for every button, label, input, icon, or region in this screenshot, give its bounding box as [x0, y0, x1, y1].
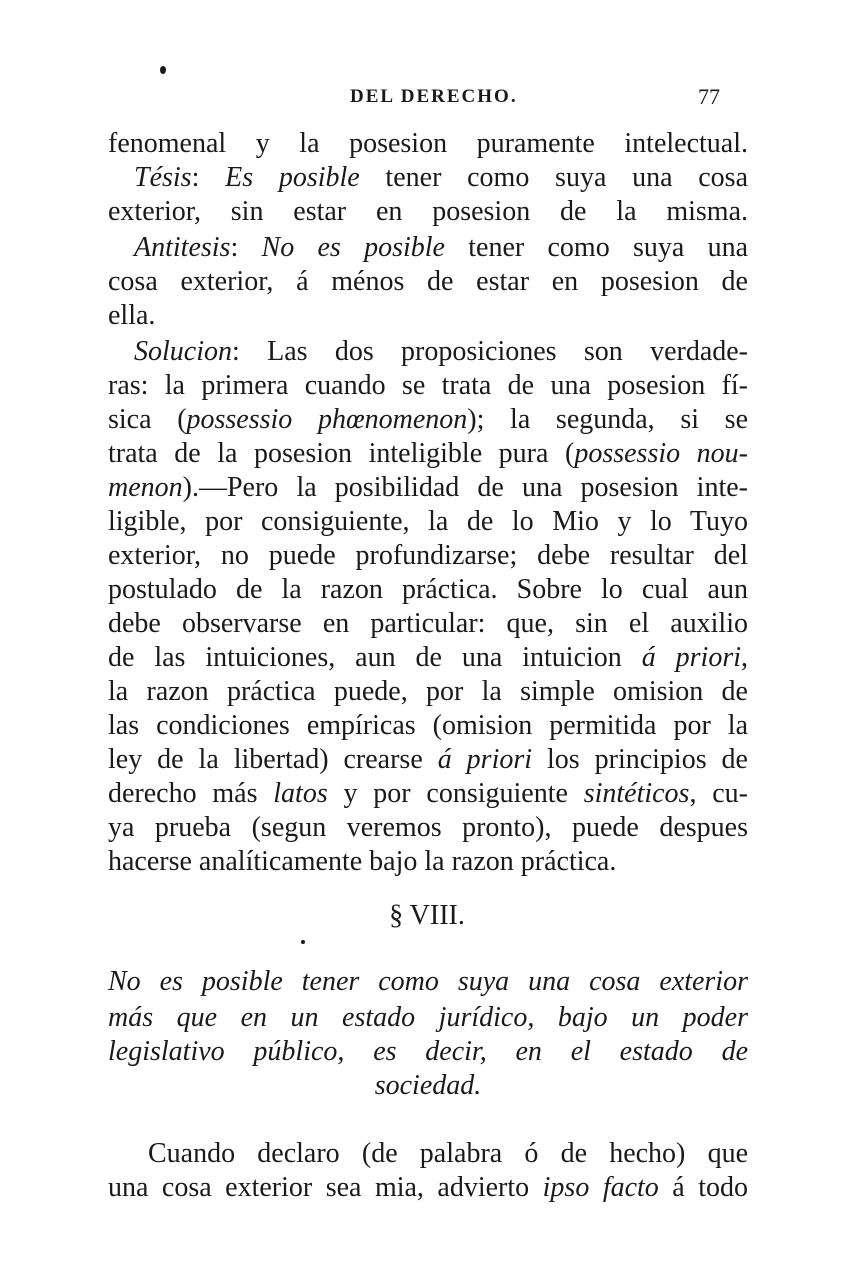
- text-line: exterior, no puede profundizarse; debe resultar del: [108, 540, 748, 571]
- antitesis-italic: No es posible: [261, 232, 445, 263]
- text-line: ras: la primera cuando se trata de una posesion fí-: [108, 370, 748, 401]
- section-heading: § VIII.: [389, 900, 465, 931]
- antitesis-label: Antitesis: [134, 232, 231, 263]
- text-line: postulado de la razon práctica. Sobre lo cual aun: [108, 574, 748, 605]
- text-line: fenomenal y la posesion puramente intelectual.: [108, 128, 748, 159]
- section-title-line: legislativo público, es decir, en el estado de: [108, 1036, 748, 1067]
- text-line: ya prueba (segun veremos pronto), puede despues: [108, 812, 748, 843]
- text-line: derecho más latos y por consiguiente sintéticos, cu-: [108, 778, 748, 809]
- text-line: menon).—Pero la posibilidad de una posesion inte-: [108, 472, 748, 503]
- text-line: Cuando declaro (de palabra ó de hecho) que: [148, 1138, 748, 1169]
- text-line: exterior, sin estar en posesion de la misma.: [108, 196, 748, 227]
- solucion-label: Solucion: [134, 336, 232, 367]
- section-title-line: sociedad.: [374, 1070, 482, 1101]
- page-number: 77: [698, 84, 720, 109]
- tesis-line: Tésis: Es posible tener como suya una cosa: [134, 162, 749, 193]
- text-line: ligible, por consiguiente, la de lo Mio y lo Tuyo: [108, 506, 748, 537]
- text-line: hacerse analíticamente bajo la razon práctica.: [108, 846, 617, 877]
- text-line: una cosa exterior sea mia, advierto ipso facto á todo: [108, 1172, 748, 1203]
- text-line: la razon práctica puede, por la simple omision de: [108, 676, 748, 707]
- antitesis-line: Antitesis: No es posible tener como suya una: [134, 232, 749, 263]
- text-line: de las intuiciones, aun de una intuicion á priori,: [108, 642, 748, 673]
- text-line: ella.: [108, 300, 156, 331]
- tesis-label: Tésis: [134, 162, 192, 193]
- ink-speck: [301, 940, 305, 944]
- text-line: las condiciones empíricas (omision permitida por la: [108, 710, 748, 741]
- text-line: ley de la libertad) crearse á priori los principios de: [108, 744, 748, 775]
- ink-speck: [160, 66, 166, 74]
- section-title-line: más que en un estado jurídico, bajo un poder: [108, 1002, 748, 1033]
- text-line: trata de la posesion inteligible pura (possessio nou-: [108, 438, 749, 469]
- text-line: debe observarse en particular: que, sin el auxilio: [108, 608, 748, 639]
- section-title-line: No es posible tener como suya una cosa exterior: [108, 966, 748, 997]
- text-line: cosa exterior, á ménos de estar en posesion de: [108, 266, 748, 297]
- tesis-italic: Es posible: [225, 162, 360, 193]
- text-line: sica (possessio phœnomenon); la segunda, si se: [108, 404, 748, 435]
- running-head: DEL DERECHO.: [350, 86, 518, 107]
- solucion-line: Solucion: Las dos proposiciones son verdade-: [134, 336, 748, 367]
